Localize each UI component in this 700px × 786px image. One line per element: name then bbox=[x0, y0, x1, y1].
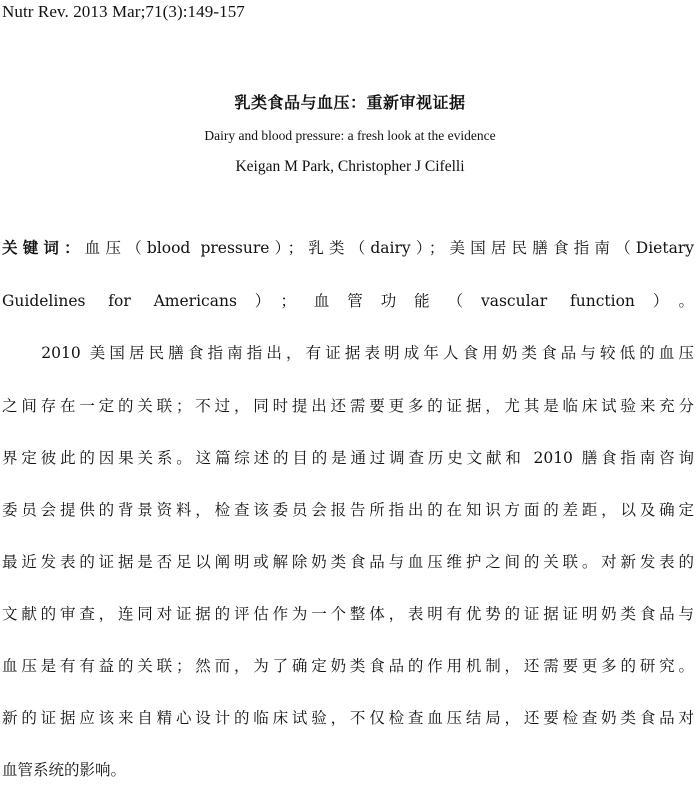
abstract-line: 文献的审查，连同对证据的评估作为一个整体，表明有优势的证据证明奶类食品与 bbox=[2, 605, 694, 623]
abstract-line: 血压是有有益的关联；然而，为了确定奶类食品的作用机制，还需要更多的研究。 bbox=[2, 657, 694, 675]
english-title: Dairy and blood pressure: a fresh look at the evidence bbox=[204, 128, 496, 143]
abstract-line: 新的证据应该来自精心设计的临床试验，不仅检查血压结局，还要检查奶类食品对 bbox=[2, 709, 694, 727]
abstract-line: 界定彼此的因果关系。这篇综述的目的是通过调查历史文献和 2010 膳食指南咨询 bbox=[2, 449, 694, 467]
chinese-title: 乳类食品与血压：重新审视证据 bbox=[234, 93, 466, 112]
keywords-text-1: 血压（blood pressure）；乳类（dairy）；美国居民膳食指南（Dietary bbox=[84, 239, 694, 257]
abstract-line: 最近发表的证据是否足以阐明或解除奶类食品与血压维护之间的关联。对新发表的 bbox=[2, 553, 694, 571]
authors: Keigan M Park, Christopher J Cifelli bbox=[235, 158, 465, 175]
abstract-line: 血管系统的影响。 bbox=[2, 761, 127, 779]
abstract-line: 2010 美国居民膳食指南指出，有证据表明成年人食用奶类食品与较低的血压 bbox=[2, 344, 694, 362]
abstract-line: 之间存在一定的关联；不过，同时提出还需要更多的证据，尤其是临床试验来充分 bbox=[2, 397, 694, 415]
journal-citation: Nutr Rev. 2013 Mar;71(3):149-157 bbox=[2, 2, 245, 21]
abstract-line: 委员会提供的背景资料，检查该委员会报告所指出的在知识方面的差距，以及确定 bbox=[2, 501, 694, 519]
keywords-line-1 bbox=[2, 237, 694, 259]
keywords-label: 关键词： bbox=[2, 238, 85, 257]
keywords-line-2: Guidelines for Americans）；血管功能（vascular function）。 bbox=[2, 292, 694, 310]
